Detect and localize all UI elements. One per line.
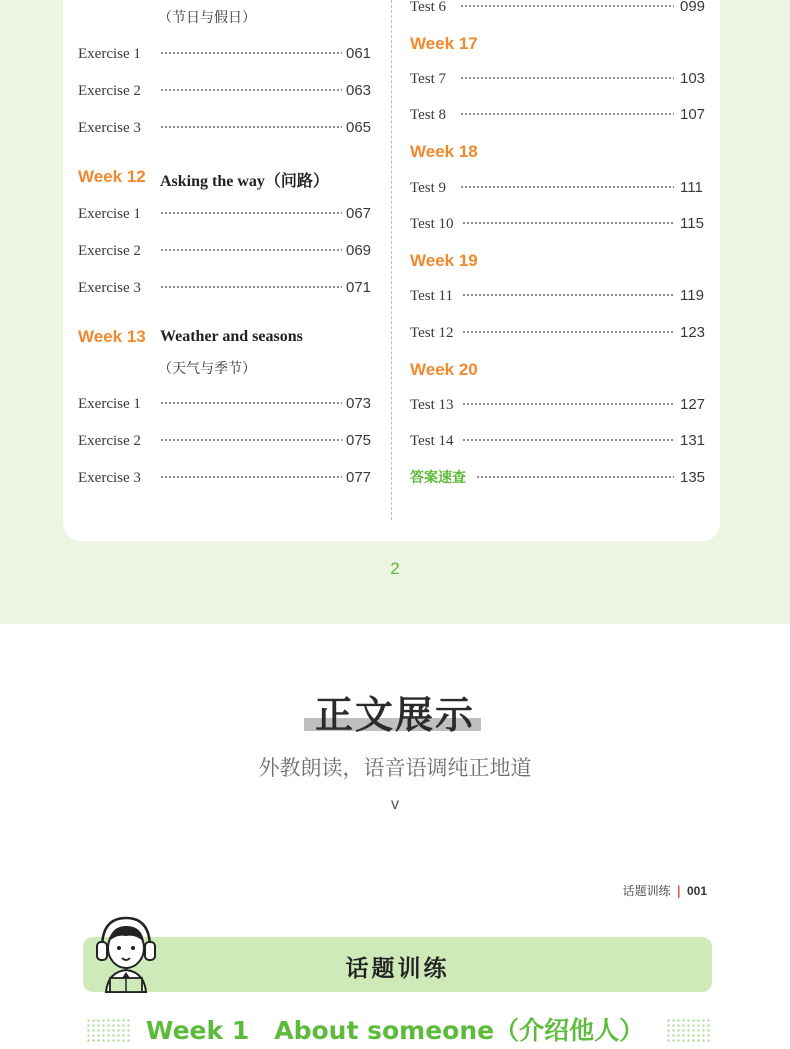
leader-dots [462,439,674,441]
leader-dots [160,286,342,288]
toc-row-label: Exercise 3 [78,120,141,136]
toc-row-label: Exercise 2 [78,433,141,449]
toc-row-label: Test 11 [410,288,453,304]
toc-row-label: Exercise 2 [78,83,141,99]
page-number: 2 [390,559,400,578]
toc-row-page: 123 [680,324,706,341]
toc-row-label: Test 12 [410,325,454,341]
toc-row[interactable] [78,278,374,298]
toc-row[interactable] [78,81,374,101]
toc-row-page: 111 [680,179,703,196]
week12-label: Week 12 [78,167,146,186]
toc-row-page: 075 [346,432,372,449]
toc-row-page: 099 [680,0,706,15]
toc-row-label: Test 8 [410,107,447,123]
column-divider [391,0,392,520]
toc-row-page: 115 [680,215,704,232]
toc-row-answers[interactable] [410,468,710,488]
toc-row[interactable] [410,431,710,451]
toc-row-page: 107 [680,106,706,123]
week1-heading: Week 1 About someone（介绍他人） [145,1016,645,1045]
toc-row-page: 119 [680,287,704,304]
leader-dots [160,402,342,404]
leader-dots [460,5,674,7]
week13-title: Weather and seasons [160,328,303,345]
week11-subtitle: （节日与假日） [158,10,256,26]
toc-row[interactable] [410,286,710,306]
toc-row-label: Exercise 1 [78,46,141,62]
toc-row[interactable] [410,105,710,125]
toc-row-page: 069 [346,242,372,259]
leader-dots [462,331,674,333]
leader-dots [160,212,342,214]
toc-row[interactable] [410,323,710,343]
toc-row-page: 135 [680,469,706,486]
week13-label: Week 13 [78,327,146,346]
header-page-number: 001 [686,884,707,898]
toc-row-page: 131 [680,432,706,449]
toc-row[interactable] [410,214,710,234]
leader-dots [460,186,674,188]
toc-row-page: 071 [346,279,372,296]
toc-row[interactable] [78,44,374,64]
toc-row-label: Exercise 3 [78,470,141,486]
toc-row-label: Test 7 [410,71,447,87]
header-label: 话题训练 [622,884,671,898]
leader-dots [476,476,674,478]
toc-row-label: Exercise 2 [78,243,141,259]
toc-row[interactable] [410,0,710,17]
leader-dots [462,222,674,224]
week17-label: Week 17 [410,34,478,53]
leader-dots [160,249,342,251]
toc-row-page: 077 [346,469,372,486]
leader-dots [160,476,342,478]
toc-row[interactable] [78,394,374,414]
page-header [623,882,707,899]
header-separator: | [676,884,681,898]
section-subtitle: 外教朗读，语音语调纯正地道 [258,756,532,780]
toc-row-page: 103 [680,70,706,87]
toc-row-page: 067 [346,205,372,222]
leader-dots [160,52,342,54]
week12-title: Asking the way（问路） [160,173,329,190]
week13-subtitle: （天气与季节） [158,361,256,377]
toc-row[interactable] [78,204,374,224]
boy-headphones-icon [92,912,160,994]
leader-dots [462,294,674,296]
toc-row[interactable] [78,468,374,488]
section-title: 正文展示 [314,693,475,737]
toc-row-label: Test 10 [410,216,454,232]
toc-row-page: 073 [346,395,372,412]
leader-dots [460,113,674,115]
toc-row[interactable] [78,241,374,261]
leader-dots [160,126,342,128]
week19-label: Week 19 [410,251,478,270]
toc-row-label: Exercise 3 [78,280,141,296]
leader-dots [160,89,342,91]
toc-row-page: 065 [346,119,372,136]
toc-row-label: Test 14 [410,433,454,449]
toc-row-page: 061 [346,45,372,62]
toc-row-label: Exercise 1 [78,206,141,222]
answers-label: 答案速查 [410,470,466,486]
leader-dots [460,77,674,79]
chevron-down-icon: v [391,796,399,813]
toc-row-label: Test 6 [410,0,447,15]
week18-label: Week 18 [410,142,478,161]
toc-row[interactable] [78,118,374,138]
toc-row-page: 127 [680,396,706,413]
leader-dots [160,439,342,441]
toc-row[interactable] [410,395,710,415]
toc-row-label: Exercise 1 [78,396,141,412]
toc-row-label: Test 9 [410,180,447,196]
week20-label: Week 20 [410,360,478,379]
section-title-wrap [0,684,790,739]
topic-banner [83,937,712,992]
topic-banner-title: 话题训练 [345,956,450,982]
toc-row-label: Test 13 [410,397,454,413]
toc-row-page: 063 [346,82,372,99]
toc-row[interactable] [410,69,710,89]
leader-dots [462,403,674,405]
toc-row[interactable] [78,431,374,451]
toc-row[interactable] [410,178,710,198]
